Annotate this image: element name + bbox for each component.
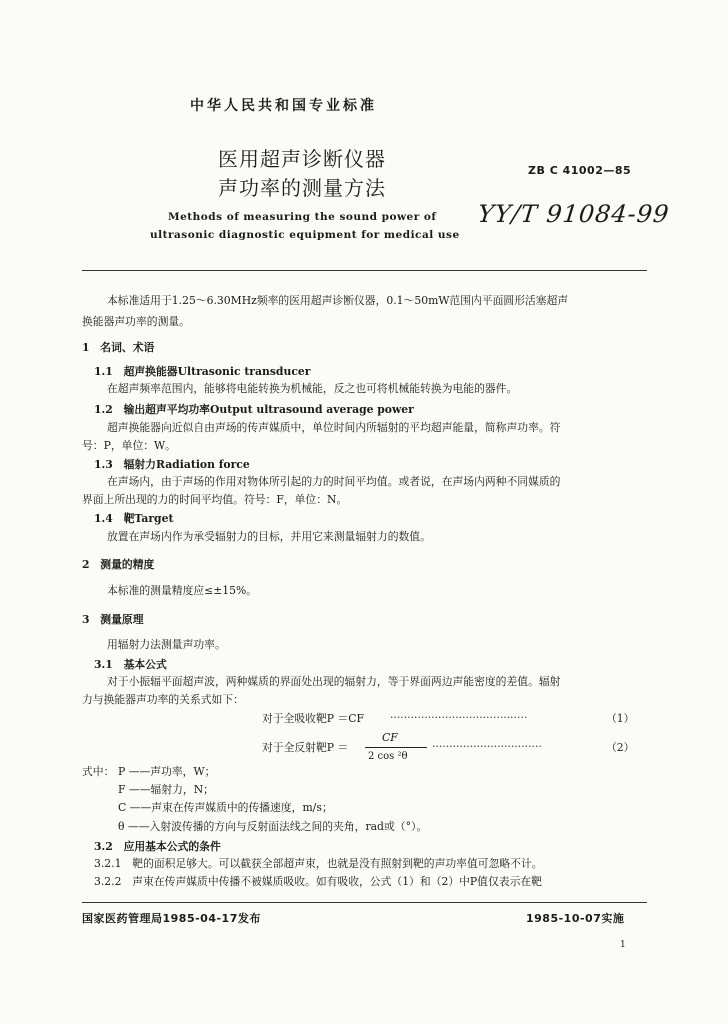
- section-3-2-1-text: 3.2.1 靶的面积足够大。可以截获全部超声束，也就是没有照射到靶的声功率值可忽略不计。: [94, 857, 543, 870]
- section-3-text: 用辐射力法测量声功率。: [107, 638, 226, 651]
- equation-2-number: （2）: [606, 741, 635, 754]
- handwritten-code: YY/T 91084-99: [476, 200, 671, 228]
- page-number: 1: [620, 940, 626, 950]
- section-3-2-2-text: 3.2.2 声束在传声媒质中传播不被媒质吸收。如有吸收，公式（1）和（2）中P值仅表示在靶: [94, 875, 542, 888]
- section-1-heading: 1 名词、术语: [82, 341, 155, 354]
- section-3-1-text-1: 对于小振辐平面超声波，两种媒质的界面处出现的辐射力，等于界面两边声能密度的差值。辐射: [107, 675, 561, 688]
- where-p: P ——声功率，W；: [118, 765, 216, 778]
- implementation-date: 1985-10-07实施: [526, 912, 625, 925]
- equation-1-number: （1）: [606, 712, 635, 725]
- equation-2-label: 对于全反射靶P ＝: [262, 741, 349, 754]
- section-2-text: 本标准的测量精度应≤±15%。: [107, 584, 258, 597]
- section-1-3-text-2: 界面上所出现的力的时间平均值。符号：F，单位：N。: [82, 493, 348, 506]
- section-1-2-text-1: 超声换能器向近似自由声场的传声媒质中，单位时间内所辐射的平均超声能量，简称声功率。符: [107, 421, 561, 434]
- section-3-heading: 3 测量原理: [82, 613, 144, 626]
- where-c: C ——声束在传声媒质中的传播速度，m/s；: [118, 801, 333, 814]
- section-3-1-text-2: 力与换能器声功率的关系式如下：: [82, 693, 244, 706]
- equation-2-numerator: CF: [382, 731, 398, 744]
- section-1-4-heading: 1.4 靶Target: [94, 512, 174, 525]
- section-1-1-text: 在超声频率范围内，能够将电能转换为机械能，反之也可将机械能转换为电能的器件。: [107, 382, 518, 395]
- where-f: F ——辐射力，N；: [118, 783, 214, 796]
- section-3-1-heading: 3.1 基本公式: [94, 658, 167, 671]
- issue-date: 国家医药管理局1985-04-17发布: [82, 912, 261, 925]
- equation-1-leader: ········································: [390, 711, 528, 724]
- section-2-heading: 2 测量的精度: [82, 558, 155, 571]
- section-1-2-heading: 1.2 输出超声平均功率Output ultrasound average power: [94, 403, 414, 416]
- section-1-3-text-1: 在声场内，由于声场的作用对物体所引起的力的时间平均值。或者说，在声场内两种不同媒质的: [107, 475, 561, 488]
- english-title-line-1: Methods of measuring the sound power of: [168, 211, 437, 223]
- header-divider: [82, 270, 647, 271]
- standard-code: ZB C 41002—85: [528, 164, 632, 177]
- section-1-3-heading: 1.3 辐射力Radiation force: [94, 458, 250, 471]
- title-line-2: 声功率的测量方法: [218, 176, 386, 200]
- title-line-1: 医用超声诊断仪器: [218, 147, 386, 171]
- scope-line-2: 换能器声功率的测量。: [82, 315, 190, 328]
- section-3-2-heading: 3.2 应用基本公式的条件: [94, 840, 221, 853]
- issuing-authority: 中华人民共和国专业标准: [190, 98, 377, 114]
- scope-line-1: 本标准适用于1.25～6.30MHz频率的医用超声诊断仪器，0.1～50mW范围内平面圆形活塞超声: [107, 294, 569, 307]
- equation-2-denominator: 2 cos ²θ: [368, 751, 408, 762]
- section-1-2-text-2: 号：P，单位：W。: [82, 439, 176, 452]
- where-label: 式中：: [82, 765, 115, 778]
- equation-2-leader: ································: [432, 740, 542, 753]
- footer-divider: [82, 902, 647, 903]
- english-title-line-2: ultrasonic diagnostic equipment for medical use: [150, 229, 460, 241]
- equation-1-label: 对于全吸收靶P ＝CF: [262, 712, 365, 725]
- section-1-1-heading: 1.1 超声换能器Ultrasonic transducer: [94, 365, 311, 378]
- section-1-4-text: 放置在声场内作为承受辐射力的目标，并用它来测量辐射力的数值。: [107, 530, 431, 543]
- equation-2-fraction-bar: [365, 747, 427, 748]
- where-theta: θ ——入射波传播的方向与反射面法线之间的夹角，rad或（°）。: [118, 820, 428, 833]
